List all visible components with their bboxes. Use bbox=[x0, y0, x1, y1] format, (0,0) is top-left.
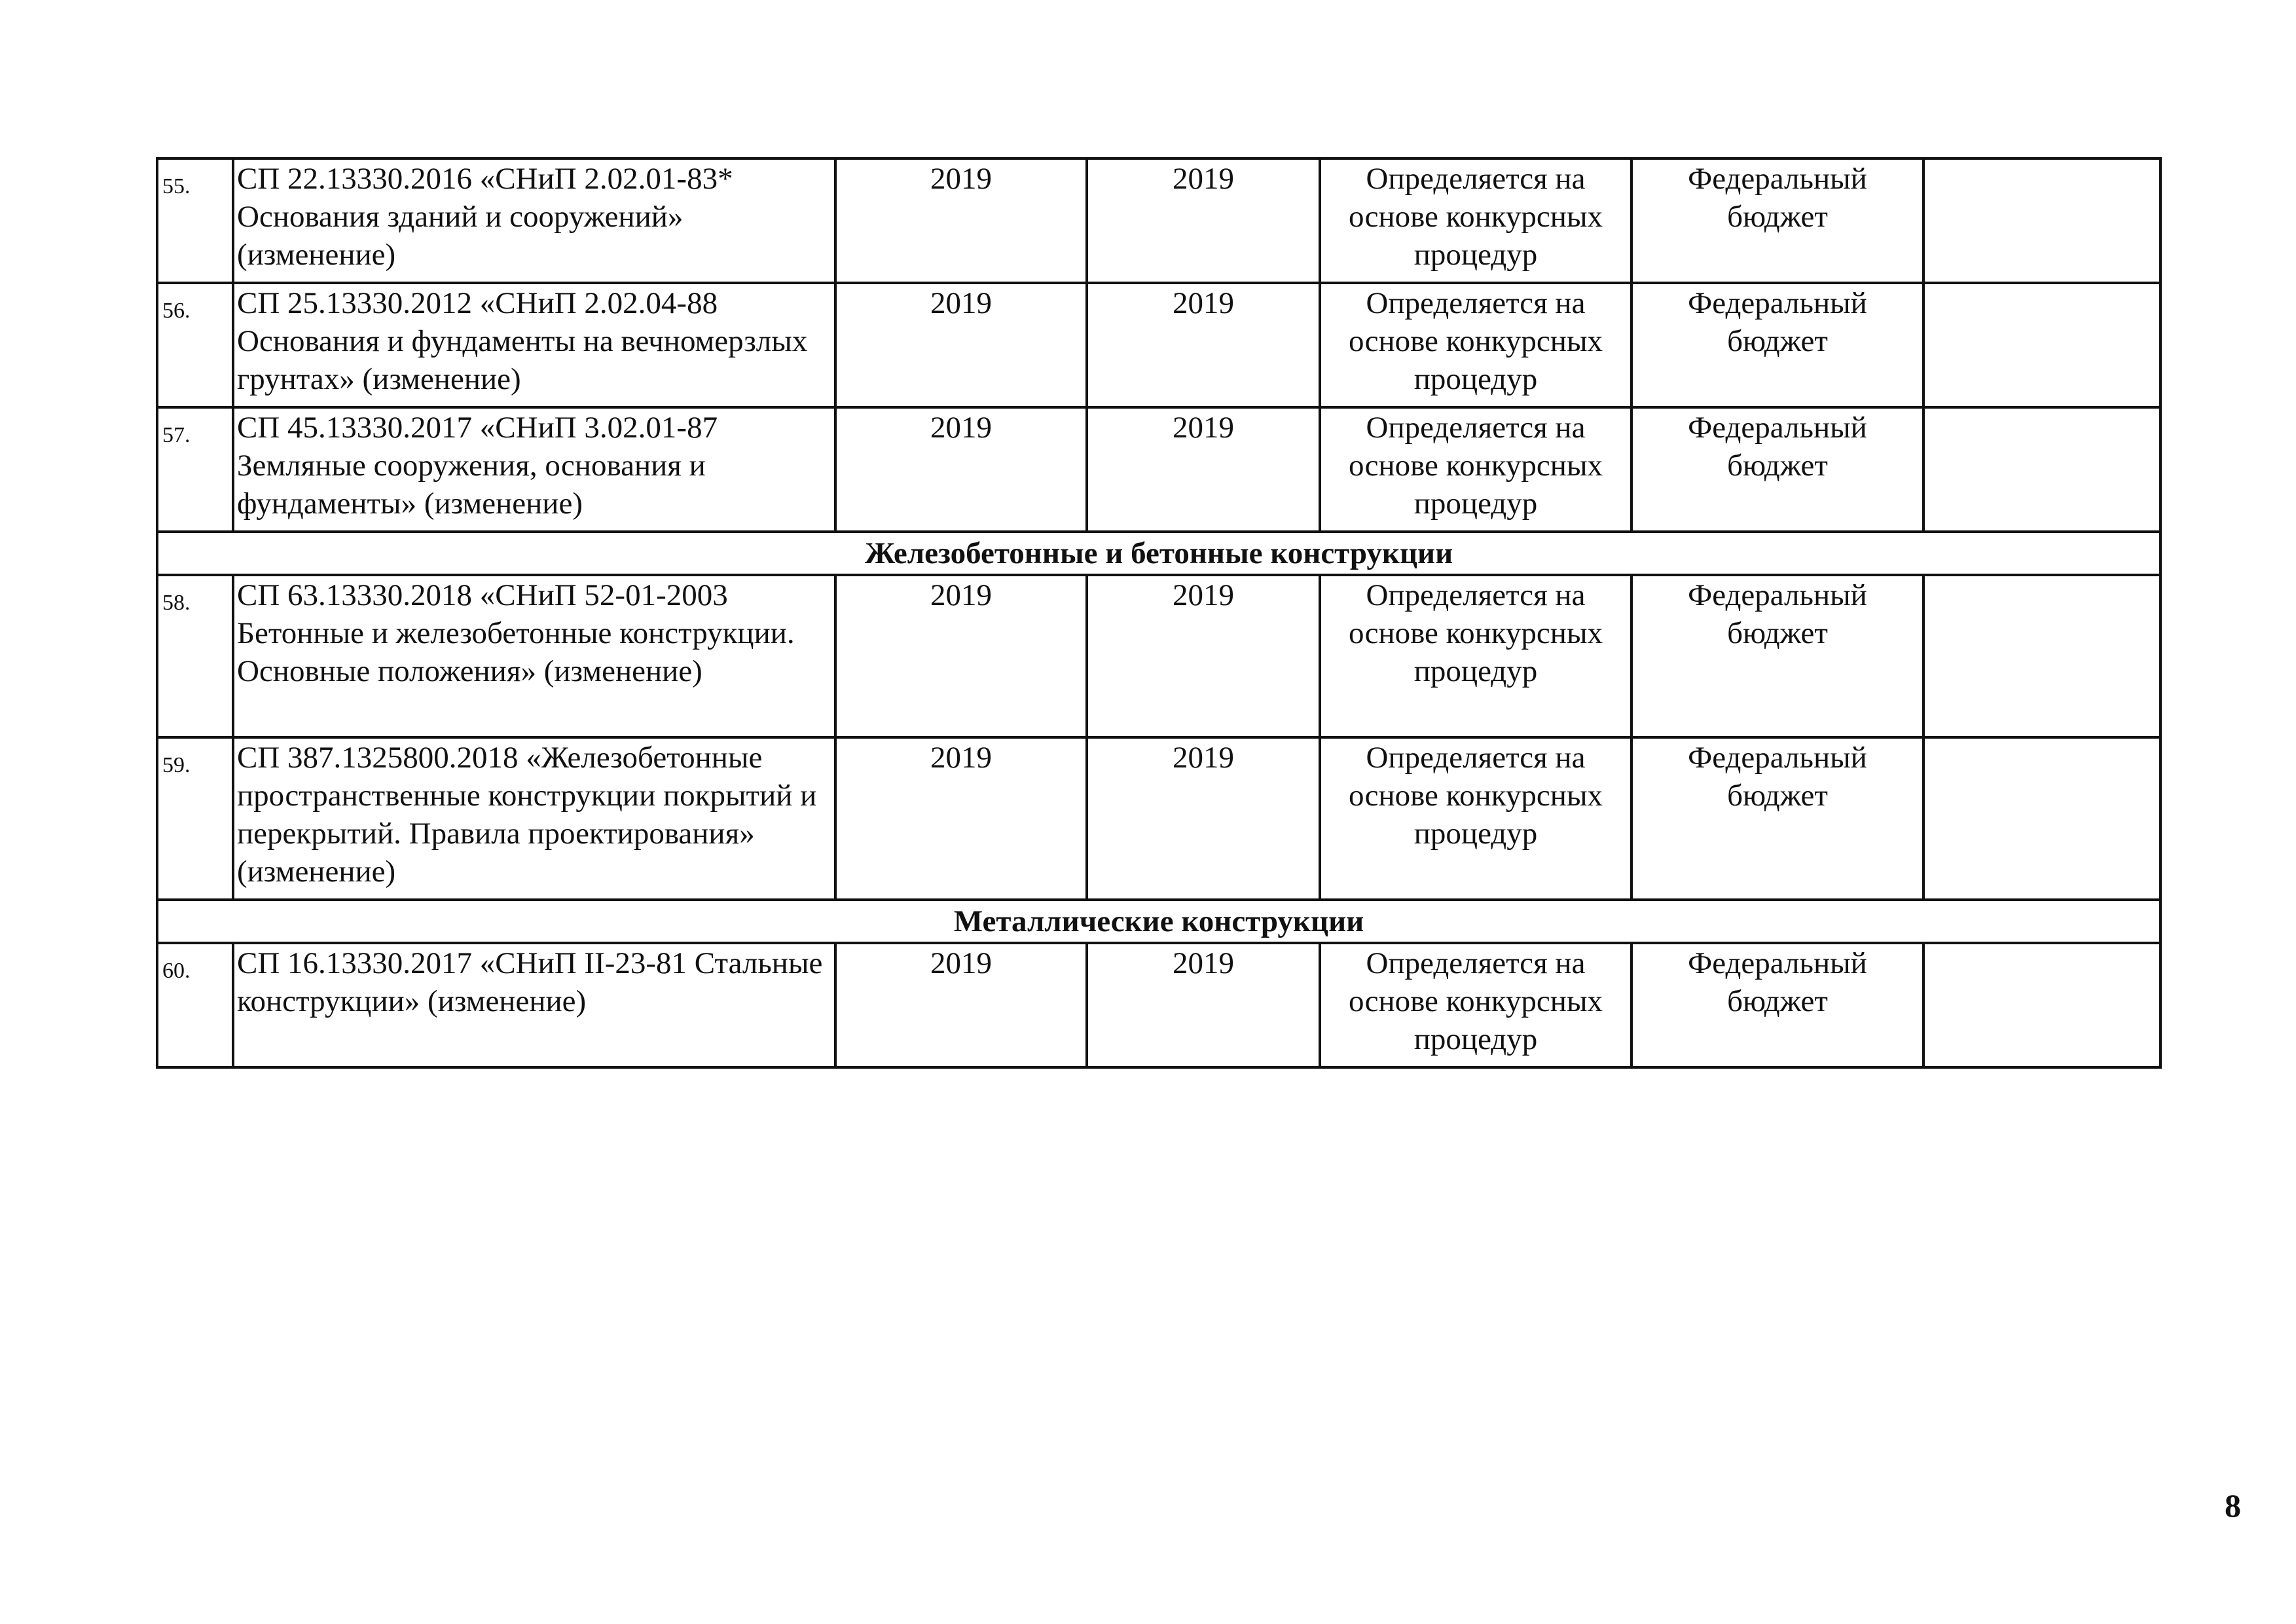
end-year: 2019 bbox=[1087, 575, 1320, 737]
table-row bbox=[157, 943, 2160, 1067]
page-number: 8 bbox=[2225, 1487, 2241, 1524]
funding-source: Федеральный бюджет bbox=[1631, 943, 1923, 1067]
funding-source: Федеральный бюджет bbox=[1631, 407, 1923, 532]
executor: Определяется на основе конкурсных процедур bbox=[1320, 943, 1631, 1067]
section-header-row bbox=[157, 900, 2160, 943]
executor: Определяется на основе конкурсных процедур bbox=[1320, 283, 1631, 407]
table-row bbox=[157, 407, 2160, 532]
end-year: 2019 bbox=[1087, 737, 1320, 900]
row-number: 57. bbox=[157, 407, 233, 532]
document-title: СП 25.13330.2012 «СНиП 2.02.04-88 Основания и фундаменты на вечномерзлых грунтах» (изменение) bbox=[233, 283, 835, 407]
end-year: 2019 bbox=[1087, 943, 1320, 1067]
table-row bbox=[157, 575, 2160, 737]
start-year: 2019 bbox=[835, 737, 1087, 900]
document-title: СП 22.13330.2016 «СНиП 2.02.01-83* Основания зданий и сооружений» (изменение) bbox=[233, 158, 835, 283]
notes bbox=[1923, 158, 2160, 283]
executor: Определяется на основе конкурсных процедур bbox=[1320, 575, 1631, 737]
document-title: СП 63.13330.2018 «СНиП 52-01-2003 Бетонные и железобетонные конструкции. Основные положения» (изменение) bbox=[233, 575, 835, 737]
notes bbox=[1923, 575, 2160, 737]
section-title-metal: Металлические конструкции bbox=[157, 900, 2160, 943]
document-title: СП 387.1325800.2018 «Железобетонные пространственные конструкции покрытий и перекрытий. Правила проектирования» (изменение) bbox=[233, 737, 835, 900]
start-year: 2019 bbox=[835, 943, 1087, 1067]
table-row bbox=[157, 283, 2160, 407]
row-number: 56. bbox=[157, 283, 233, 407]
end-year: 2019 bbox=[1087, 407, 1320, 532]
start-year: 2019 bbox=[835, 407, 1087, 532]
start-year: 2019 bbox=[835, 158, 1087, 283]
document-title: СП 16.13330.2017 «СНиП II-23-81 Стальные конструкции» (изменение) bbox=[233, 943, 835, 1067]
notes bbox=[1923, 283, 2160, 407]
document-title: СП 45.13330.2017 «СНиП 3.02.01-87 Земляные сооружения, основания и фундаменты» (изменение) bbox=[233, 407, 835, 532]
standards-plan-table bbox=[156, 157, 2162, 1069]
funding-source: Федеральный бюджет bbox=[1631, 737, 1923, 900]
row-number: 55. bbox=[157, 158, 233, 283]
executor: Определяется на основе конкурсных процедур bbox=[1320, 737, 1631, 900]
notes bbox=[1923, 943, 2160, 1067]
end-year: 2019 bbox=[1087, 283, 1320, 407]
start-year: 2019 bbox=[835, 283, 1087, 407]
notes bbox=[1923, 407, 2160, 532]
funding-source: Федеральный бюджет bbox=[1631, 283, 1923, 407]
row-number: 58. bbox=[157, 575, 233, 737]
section-title-concrete: Железобетонные и бетонные конструкции bbox=[157, 532, 2160, 575]
notes bbox=[1923, 737, 2160, 900]
start-year: 2019 bbox=[835, 575, 1087, 737]
funding-source: Федеральный бюджет bbox=[1631, 575, 1923, 737]
executor: Определяется на основе конкурсных процедур bbox=[1320, 158, 1631, 283]
table-row bbox=[157, 158, 2160, 283]
table-row bbox=[157, 737, 2160, 900]
end-year: 2019 bbox=[1087, 158, 1320, 283]
funding-source: Федеральный бюджет bbox=[1631, 158, 1923, 283]
section-header-row bbox=[157, 532, 2160, 575]
executor: Определяется на основе конкурсных процедур bbox=[1320, 407, 1631, 532]
row-number: 59. bbox=[157, 737, 233, 900]
row-number: 60. bbox=[157, 943, 233, 1067]
